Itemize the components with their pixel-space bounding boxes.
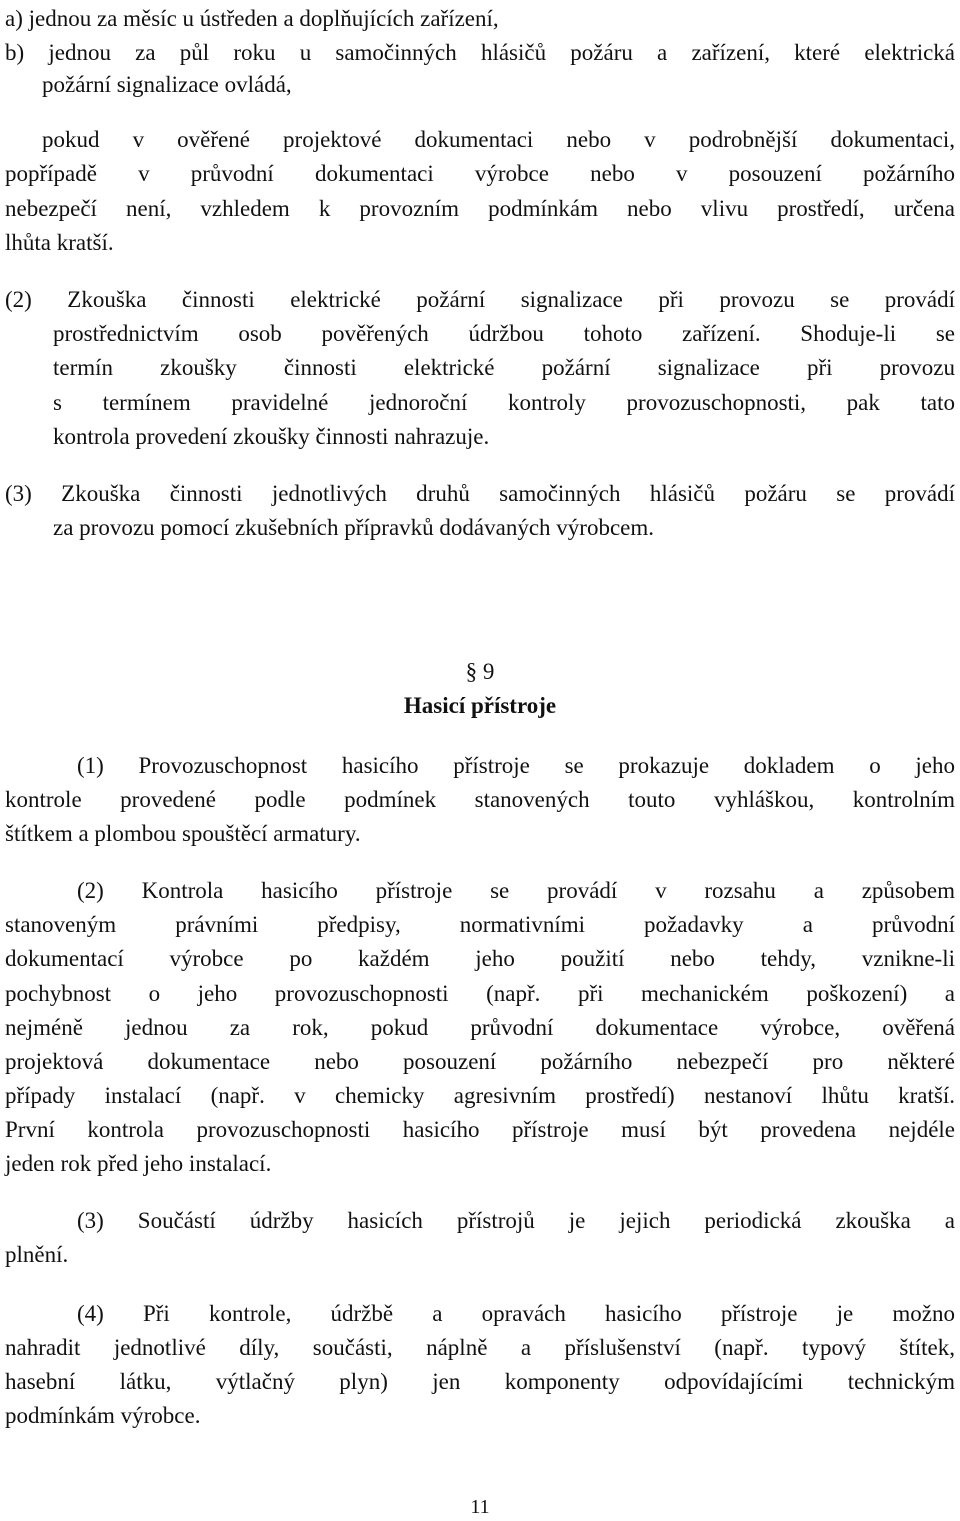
s9-para1-line3: štítkem a plombou spouštěcí armatury. — [5, 821, 361, 846]
s9-para2-line3: dokumentací výrobce po každém jeho použití nebo tehdy, vznikne-li — [5, 946, 955, 971]
pokud-line1: pokud v ověřené projektové dokumentaci nebo v podrobnější dokumentaci, — [42, 127, 955, 152]
s9-para2-line7: případy instalací (např. v chemicky agresivním prostředí) nestanoví lhůtu kratší. — [5, 1083, 955, 1108]
page-number: 11 — [470, 1496, 490, 1518]
s9-para2-line2: stanoveným právními předpisy, normativními požadavky a průvodní — [5, 912, 955, 937]
s9-para3-line2: plnění. — [5, 1242, 69, 1267]
pokud-line3: nebezpečí není, vzhledem k provozním podmínkám nebo vlivu prostředí, určena — [5, 196, 955, 221]
para2-line4: s termínem pravidelné jednoroční kontroly provozuschopnosti, pak tato — [53, 390, 955, 415]
section-title: Hasicí přístroje — [403, 693, 557, 718]
para2-line5: kontrola provedení zkoušky činnosti nahrazuje. — [53, 424, 490, 449]
s9-para4-line3: hasební látku, výtlačný plyn) jen komponenty odpovídajícími technickým — [5, 1369, 955, 1394]
section-number: § 9 — [465, 659, 495, 684]
pokud-line4: lhůta kratší. — [5, 230, 114, 255]
s9-para1-line2: kontrole provedené podle podmínek stanovených touto vyhláškou, kontrolním — [5, 787, 955, 812]
s9-para4-line4: podmínkám výrobce. — [5, 1403, 201, 1428]
s9-para2-line6: projektová dokumentace nebo posouzení požárního nebezpečí pro některé — [5, 1049, 955, 1074]
s9-para1-line1: (1) Provozuschopnost hasicího přístroje se prokazuje dokladem o jeho — [77, 753, 955, 778]
s9-para2-line8: První kontrola provozuschopnosti hasicího přístroje musí být provedena nejdéle — [5, 1117, 955, 1142]
s9-para2-line9: jeden rok před jeho instalací. — [5, 1151, 272, 1176]
s9-para2-line4: pochybnost o jeho provozuschopnosti (např. při mechanickém poškození) a — [5, 981, 955, 1006]
para2-line1: (2) Zkouška činnosti elektrické požární signalizace při provozu se provádí — [5, 287, 955, 312]
pokud-line2: popřípadě v průvodní dokumentaci výrobce nebo v posouzení požárního — [5, 161, 955, 186]
s9-para4-line2: nahradit jednotlivé díly, součásti, náplně a příslušenství (např. typový štítek, — [5, 1335, 955, 1360]
list-item-b-line2: požární signalizace ovládá, — [42, 72, 292, 97]
para3-line1: (3) Zkouška činnosti jednotlivých druhů samočinných hlásičů požáru se provádí — [5, 481, 955, 506]
s9-para2-line5: nejméně jednou za rok, pokud průvodní dokumentace výrobce, ověřená — [5, 1015, 955, 1040]
para2-line2: prostřednictvím osob pověřených údržbou tohoto zařízení. Shoduje-li se — [53, 321, 955, 346]
list-item-b-line1: b) jednou za půl roku u samočinných hlásičů požáru a zařízení, které elektrická — [5, 40, 955, 65]
s9-para3-line1: (3) Součástí údržby hasicích přístrojů je jejich periodická zkouška a — [77, 1208, 955, 1233]
para2-line3: termín zkoušky činnosti elektrické požární signalizace při provozu — [53, 355, 955, 380]
para3-line2: za provozu pomocí zkušebních přípravků dodávaných výrobcem. — [53, 515, 654, 540]
s9-para2-line1: (2) Kontrola hasicího přístroje se provádí v rozsahu a způsobem — [77, 878, 955, 903]
list-item-a: a) jednou za měsíc u ústředen a doplňujících zařízení, — [5, 6, 499, 31]
s9-para4-line1: (4) Při kontrole, údržbě a opravách hasicího přístroje je možno — [77, 1301, 955, 1326]
